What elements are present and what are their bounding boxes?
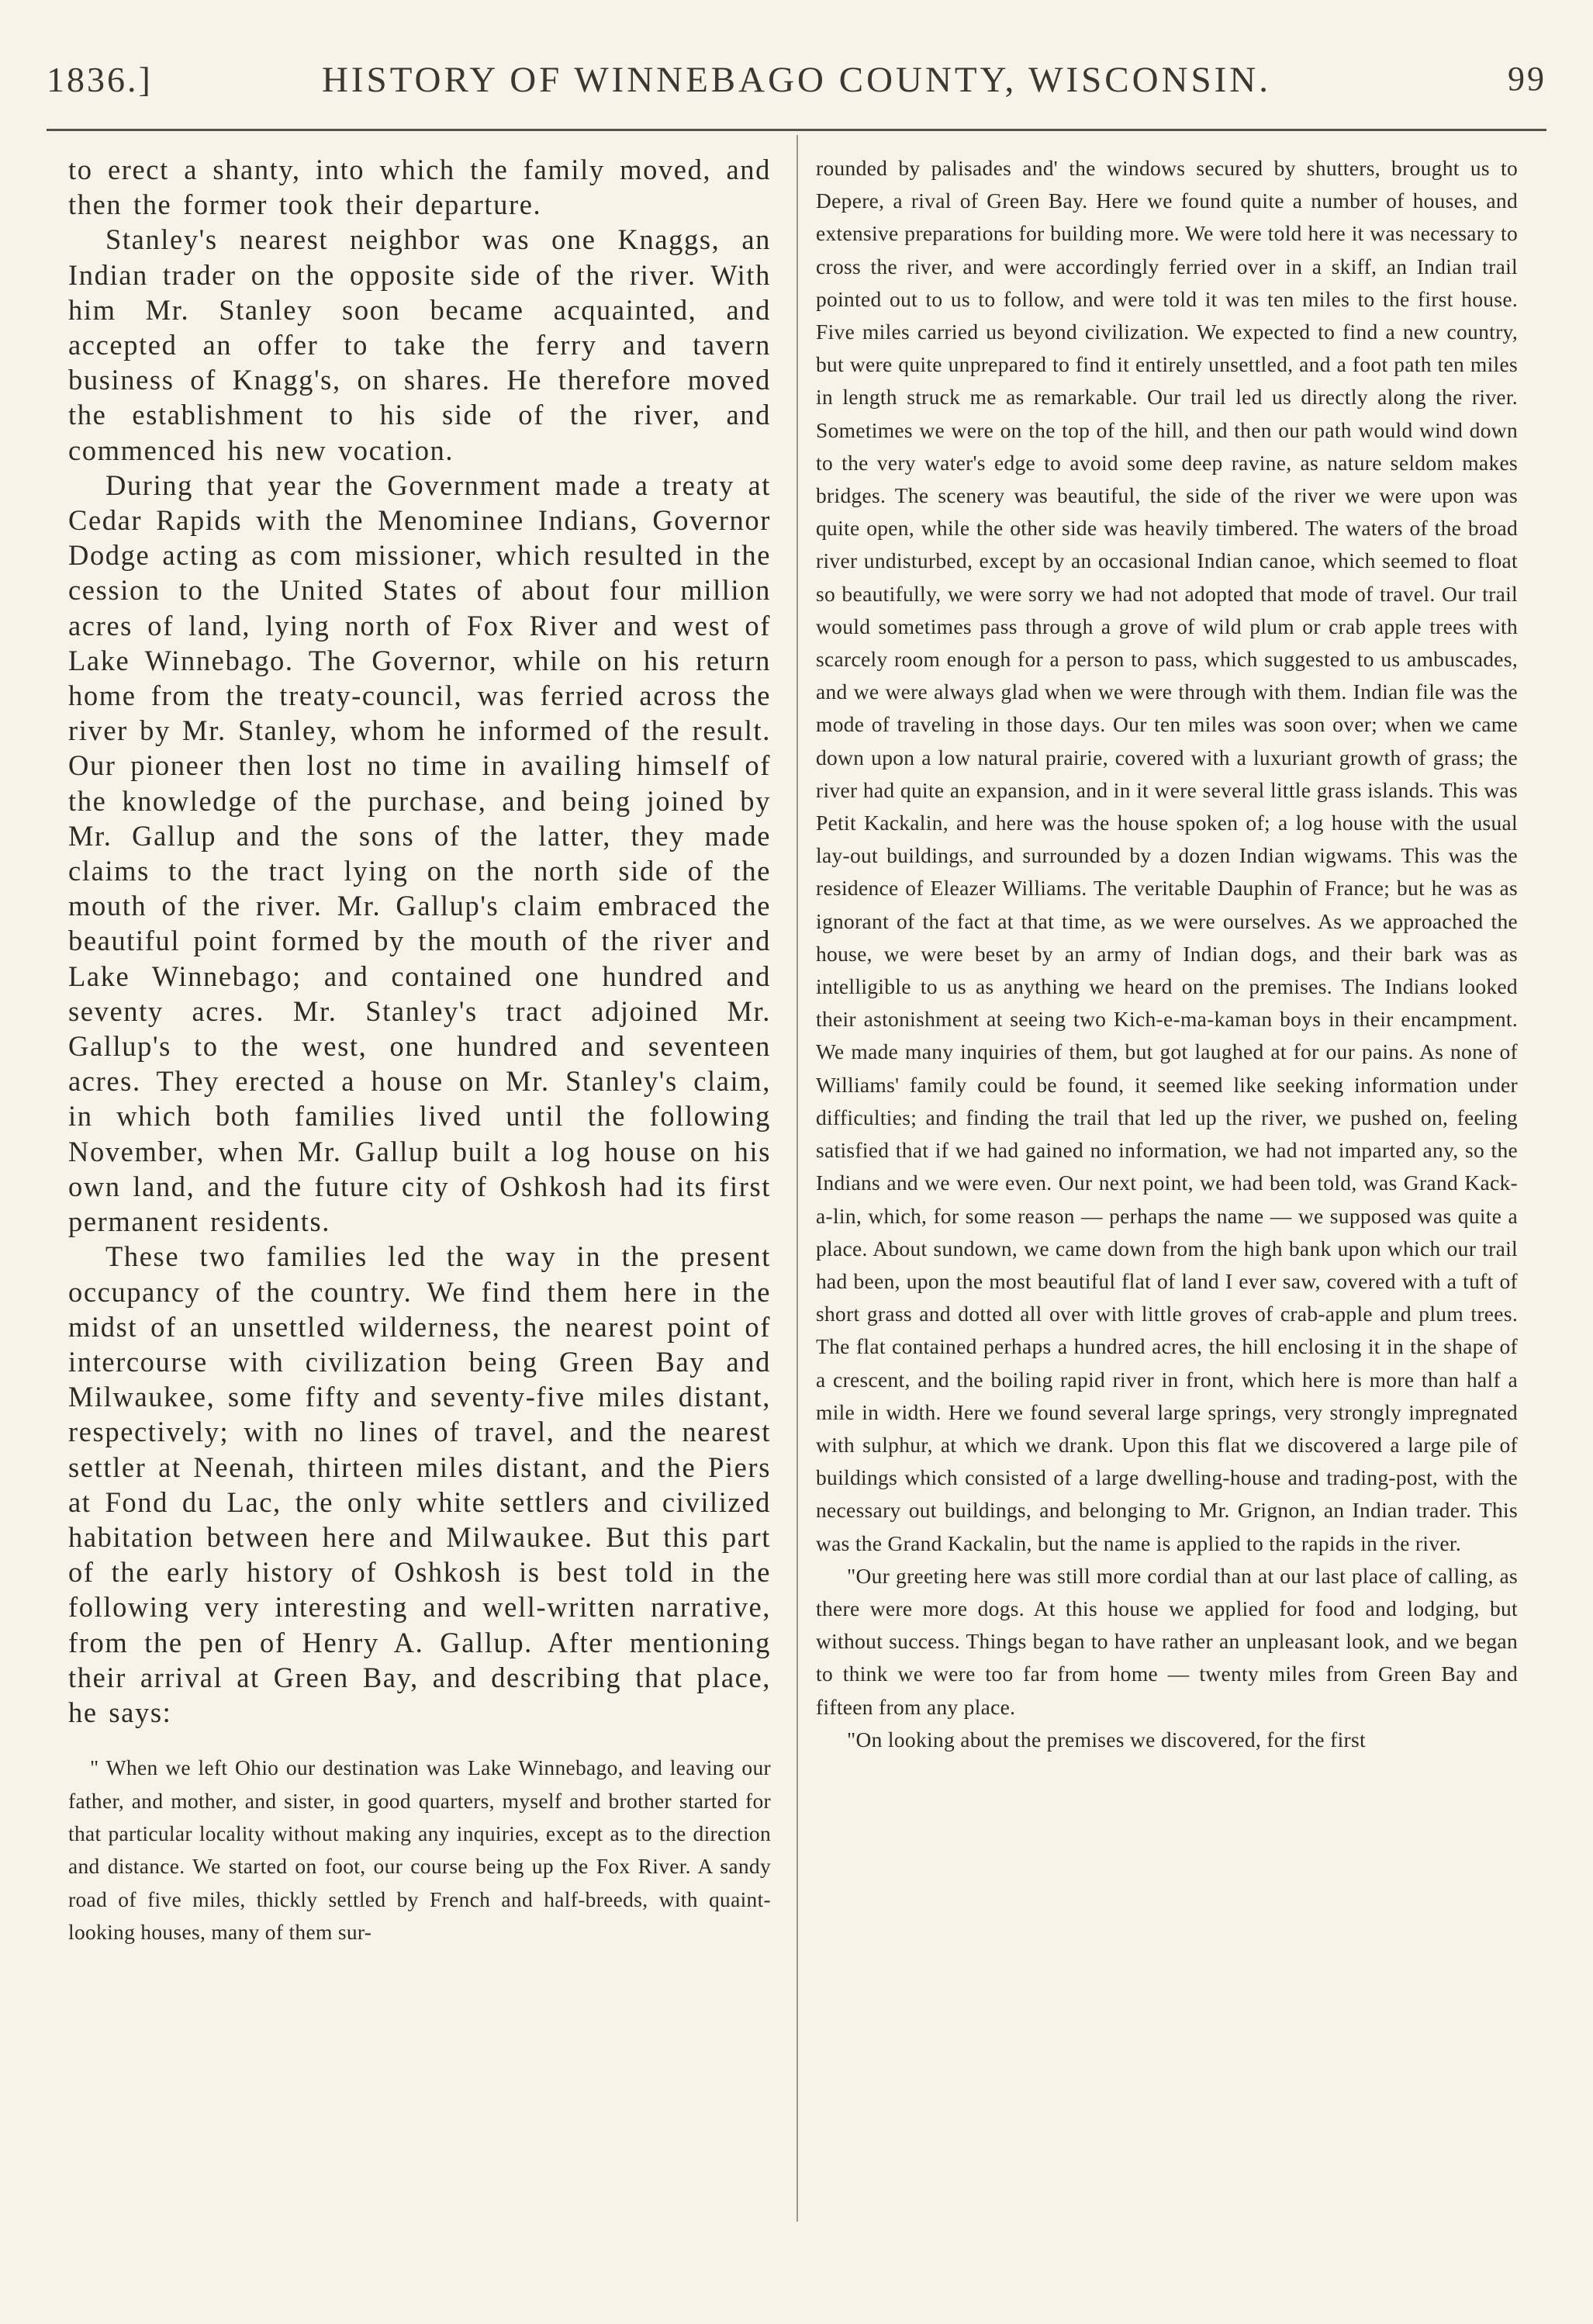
column-divider — [796, 135, 798, 2222]
header-title: HISTORY OF WINNEBAGO COUNTY, WISCONSIN. — [321, 60, 1272, 100]
paragraph: to erect a shanty, into which the family moved, and then the former took their departure. — [68, 154, 771, 221]
header-year: 1836.] — [47, 60, 153, 99]
paragraph: "Our greeting here was still more cordial than at our last place of calling, as there were more dogs. At this house we applied for food and lodging, but without success. Things began to have rather an unpleasant look, and we began to think we were too far from home — twenty miles from Green Bay and fifteen from any place. — [816, 1563, 1518, 1719]
paragraph: Stanley's nearest neighbor was one Knaggs, an Indian trader on the opposite side of the river. With him Mr. Stanley soon became acquainted, and accepted an offer to take the ferry and tavern business of Knagg's, on shares. He therefore moved the establishment to his side of the river, and commenced his new vocation. — [68, 223, 771, 466]
paragraph: During that year the Government made a treaty at Cedar Rapids with the Menominee Indians, Governor Dodge acting as com missioner, which resulted in the cession to the United States of about four million acres of land, lying north of Fox River and west of Lake Winnebago. The Governor, while on his return home from the treaty-council, was ferried across the river by Mr. Stanley, whom he informed of the result. Our pioneer then lost no time in availing himself of the knowledge of the purchase, and being joined by Mr. Gallup and the sons of the latter, they made claims to the tract lying on the north side of the mouth of the river. Mr. Gallup's claim embraced the beautiful point formed by the mouth of the river and Lake Winnebago; and contained one hundred and seventy acres. Mr. Stanley's tract adjoined Mr. Gallup's to the west, one hundred and seventeen acres. They erected a house on Mr. Stanley's claim, in which both families lived until the following November, when Mr. Gallup built a log house on his own land, and the future city of Oshkosh had its first permanent residents. — [68, 469, 771, 1238]
paragraph: These two families led the way in the present occupancy of the country. We find them here in the midst of an unsettled wilderness, the nearest point of intercourse with civilization being Green Bay and Milwaukee, some fifty and seventy-five miles distant, respectively; with no lines of travel, and the nearest settler at Neenah, thirteen miles distant, and the Piers at Fond du Lac, the only white settlers and civilized habitation between here and Milwaukee. But this part of the early history of Oshkosh is best told in the following very interesting and well-written narrative, from the pen of Henry A. Gallup. After mentioning their arrival at Green Bay, and describing that place, he says: — [68, 1240, 771, 1728]
paragraph: "On looking about the premises we discovered, for the first — [847, 1727, 1366, 1752]
running-header — [47, 50, 1546, 112]
header-rule — [47, 129, 1546, 131]
paragraph: rounded by palisades and' the windows secured by shutters, brought us to Depere, a rival of Green Bay. Here we found quite a number of houses, and extensive preparations for building more. We were told here it was necessary to cross the river, and were accordingly ferried over in a skiff, an Indian trail pointed out to us to follow, and were told it was ten miles to the first house. Five miles carried us beyond civilization. We expected to find a new country, but were quite unprepared to find it entirely unsettled, and a foot path ten miles in length struck me as remarkable. Our trail led us directly along the river. Sometimes we were on the top of the hill, and then our path would wind down to the very water's edge to avoid some deep ravine, as nature seldom makes bridges. The scenery was beautiful, the side of the river we were upon was quite open, while the other side was heavily timbered. The waters of the broad river undisturbed, except by an occasional Indian canoe, which seemed to float so beautifully, we were sorry we had not adopted that mode of travel. Our trail would sometimes pass through a grove of wild plum or crab apple trees with scarcely room enough for a person to pass, which suggested to us ambuscades, and we were always glad when we were through with them. Indian file was the mode of traveling in those days. Our ten miles was soon over; when we came down upon a low natural prairie, covered with a luxuriant growth of grass; the river had quite an expansion, and in it were several little grass islands. This was Petit Kackalin, and here was the house spoken of; a log house with the usual lay-out buildings, and surrounded by a dozen Indian wigwams. This was the residence of Eleazer Williams. The veritable Dauphin of France; but he was as ignorant of the fact at that time, as we were ourselves. As we approached the house, we were beset by an army of Indian dogs, and their bark was as intelligible to us as anything we heard on the premises. The Indians looked their astonishment at seeing two Kich-e-ma-kaman boys in their encampment. We made many inquiries of them, but got laughed at for our pains. As none of Williams' family could be found, it seemed like seeking information under difficulties; and finding the trail that led up the river, we pushed on, feeling satisfied that if we had gained no information, we had not imparted any, so the Indians and we were even. Our next point, we had been told, was Grand Kack-a-lin, which, for some reason — perhaps the name — we supposed was quite a place. About sundown, we came down from the high bank upon which our trail had been, upon the most beautiful flat of land I ever saw, covered with a tuft of short grass and dotted all over with little groves of crab-apple and plum trees. The flat contained perhaps a hundred acres, the hill enclosing it in the shape of a crescent, and the boiling rapid river in front, which here is more than half a mile in width. Here we found several large springs, very strongly impregnated with sulphur, at which we drank. Upon this flat we discovered a large pile of buildings which consisted of a large dwelling-house and trading-post, with the necessary out buildings, and belonging to Mr. Grignon, an Indian trader. This was the Grand Kackalin, but the name is applied to the rapids in the river. — [816, 156, 1518, 1555]
quote-paragraph: " When we left Ohio our destination was Lake Winnebago, and leaving our father, and mother, and sister, in good quarters, myself and brother started for that particular locality without making any inquiries, except as to the direction and distance. We started on foot, our course being up the Fox River. A sandy road of five miles, thickly settled by French and half-breeds, with quaint-looking houses, many of them sur- — [68, 1755, 771, 1945]
page-number: 99 — [1508, 60, 1546, 98]
right-column — [816, 152, 1518, 1756]
left-column — [68, 152, 771, 1949]
